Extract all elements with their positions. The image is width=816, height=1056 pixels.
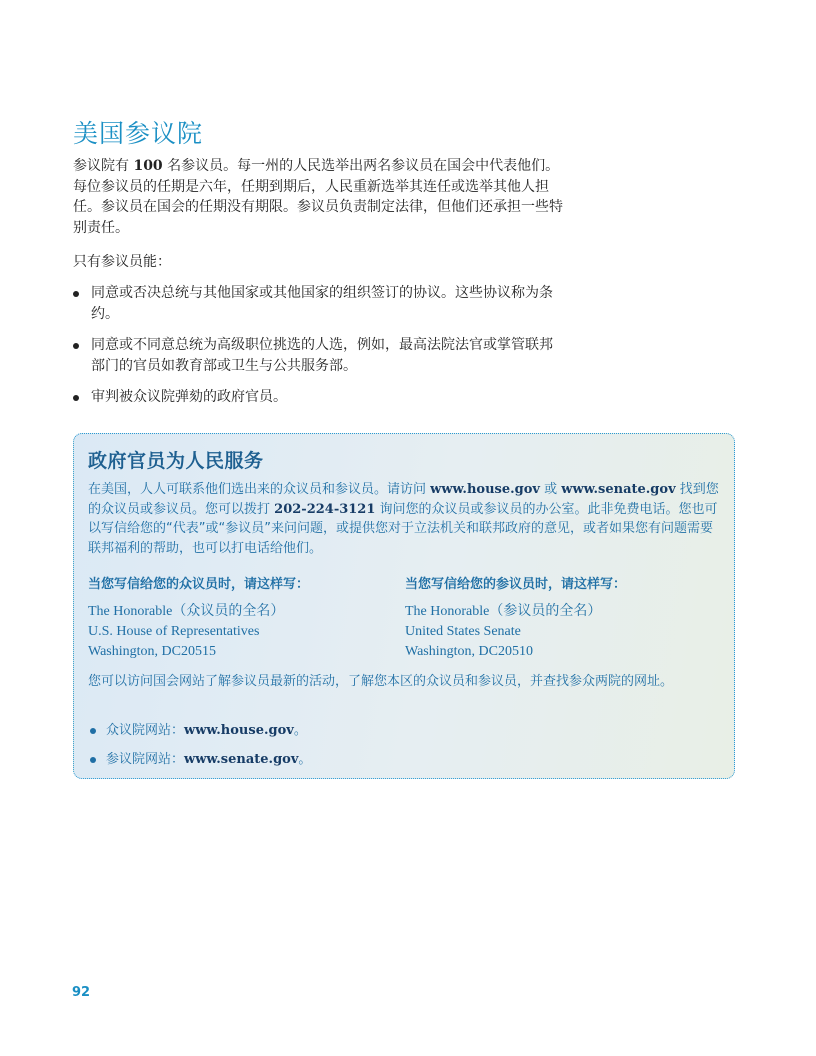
- house-link[interactable]: www.house.gov: [430, 482, 540, 497]
- bullet-icon: [90, 757, 96, 763]
- section-title: 美国参议院: [73, 119, 204, 148]
- bullet-icon: [73, 291, 79, 297]
- representative-address: [88, 602, 284, 662]
- contact-text-b: 找到您的众议员或参议员。您可以拨打: [88, 482, 719, 517]
- address-line: The Honorable（参议员的全名）: [405, 604, 602, 619]
- list-item: [73, 387, 563, 408]
- address-line: U.S. House of Representatives: [88, 624, 260, 639]
- address-line: United States Senate: [405, 624, 521, 639]
- list-item: [73, 283, 563, 324]
- info-box-title: 政府官员为人民服务: [88, 450, 264, 472]
- list-item-text: 同意或否决总统与其他国家或其他国家的组织签订的协议。这些协议称为条约。: [91, 285, 553, 322]
- website-end: 。: [298, 752, 312, 767]
- phone-number: 202-224-3121: [274, 501, 376, 517]
- address-line: The Honorable（众议员的全名）: [88, 604, 285, 619]
- intro-paragraph: [73, 156, 563, 238]
- list-item: [88, 750, 311, 770]
- bullet-icon: [73, 343, 79, 349]
- write-senator-heading: 当您写信给您的参议员时，请这样写：: [405, 577, 627, 592]
- house-website-link[interactable]: www.house.gov: [184, 723, 294, 738]
- address-line: Washington, DC20510: [405, 644, 533, 659]
- intro-prefix: 参议院有: [73, 158, 129, 174]
- visit-congress-text: 您可以访问国会网站了解参议员最新的活动，了解您本区的众议员和参议员，并查找参众两院的网址。: [88, 674, 674, 689]
- intro-rest: 名参议员。每一州的人民选举出两名参议员在国会中代表他们。每位参议员的任期是六年，任期到期后，人民重新选举其连任或选举其他人担任。参议员在国会的任期没有期限。参议员负责制定法律，但他们还承担一些特别责任。: [73, 158, 563, 236]
- bullet-icon: [90, 728, 96, 734]
- contact-text-a: 在美国，人人可联系他们选出来的众议员和参议员。请访问: [88, 482, 427, 497]
- list-item: [88, 721, 311, 741]
- website-label: 众议院网站：: [106, 723, 185, 738]
- senate-link[interactable]: www.senate.gov: [561, 482, 676, 497]
- address-line: Washington, DC20515: [88, 644, 216, 659]
- only-senators-label: 只有参议员能：: [73, 254, 171, 270]
- list-item: [73, 335, 563, 376]
- list-item-text: 同意或不同意总统为高级职位挑选的人选，例如，最高法院法官或掌管联邦部门的官员如教育部或卫生与公共服务部。: [91, 337, 553, 374]
- senate-website-link[interactable]: www.senate.gov: [184, 752, 299, 767]
- senator-count: 100: [133, 158, 163, 174]
- website-end: 。: [293, 723, 307, 738]
- senate-powers-list: [73, 283, 563, 419]
- bullet-icon: [73, 395, 79, 401]
- write-representative-heading: 当您写信给您的众议员时，请这样写：: [88, 577, 310, 592]
- contact-text-c: 询问您的众议员或参议员的办公室。此非免费电话。您也可以写信给您的“代表”或“参议员”来问问题，或提供您对于立法机关和联邦政府的意见，或者如果您有问题需要联邦福利的帮助，也可以打电话给他们。: [88, 501, 718, 556]
- or-text: 或: [544, 482, 558, 497]
- senator-address: [405, 602, 601, 662]
- websites-list: [88, 721, 311, 779]
- website-label: 参议院网站：: [106, 752, 185, 767]
- page-number: 92: [72, 985, 91, 1000]
- contact-paragraph: [88, 480, 720, 558]
- list-item-text: 审判被众议院弹劾的政府官员。: [91, 389, 287, 405]
